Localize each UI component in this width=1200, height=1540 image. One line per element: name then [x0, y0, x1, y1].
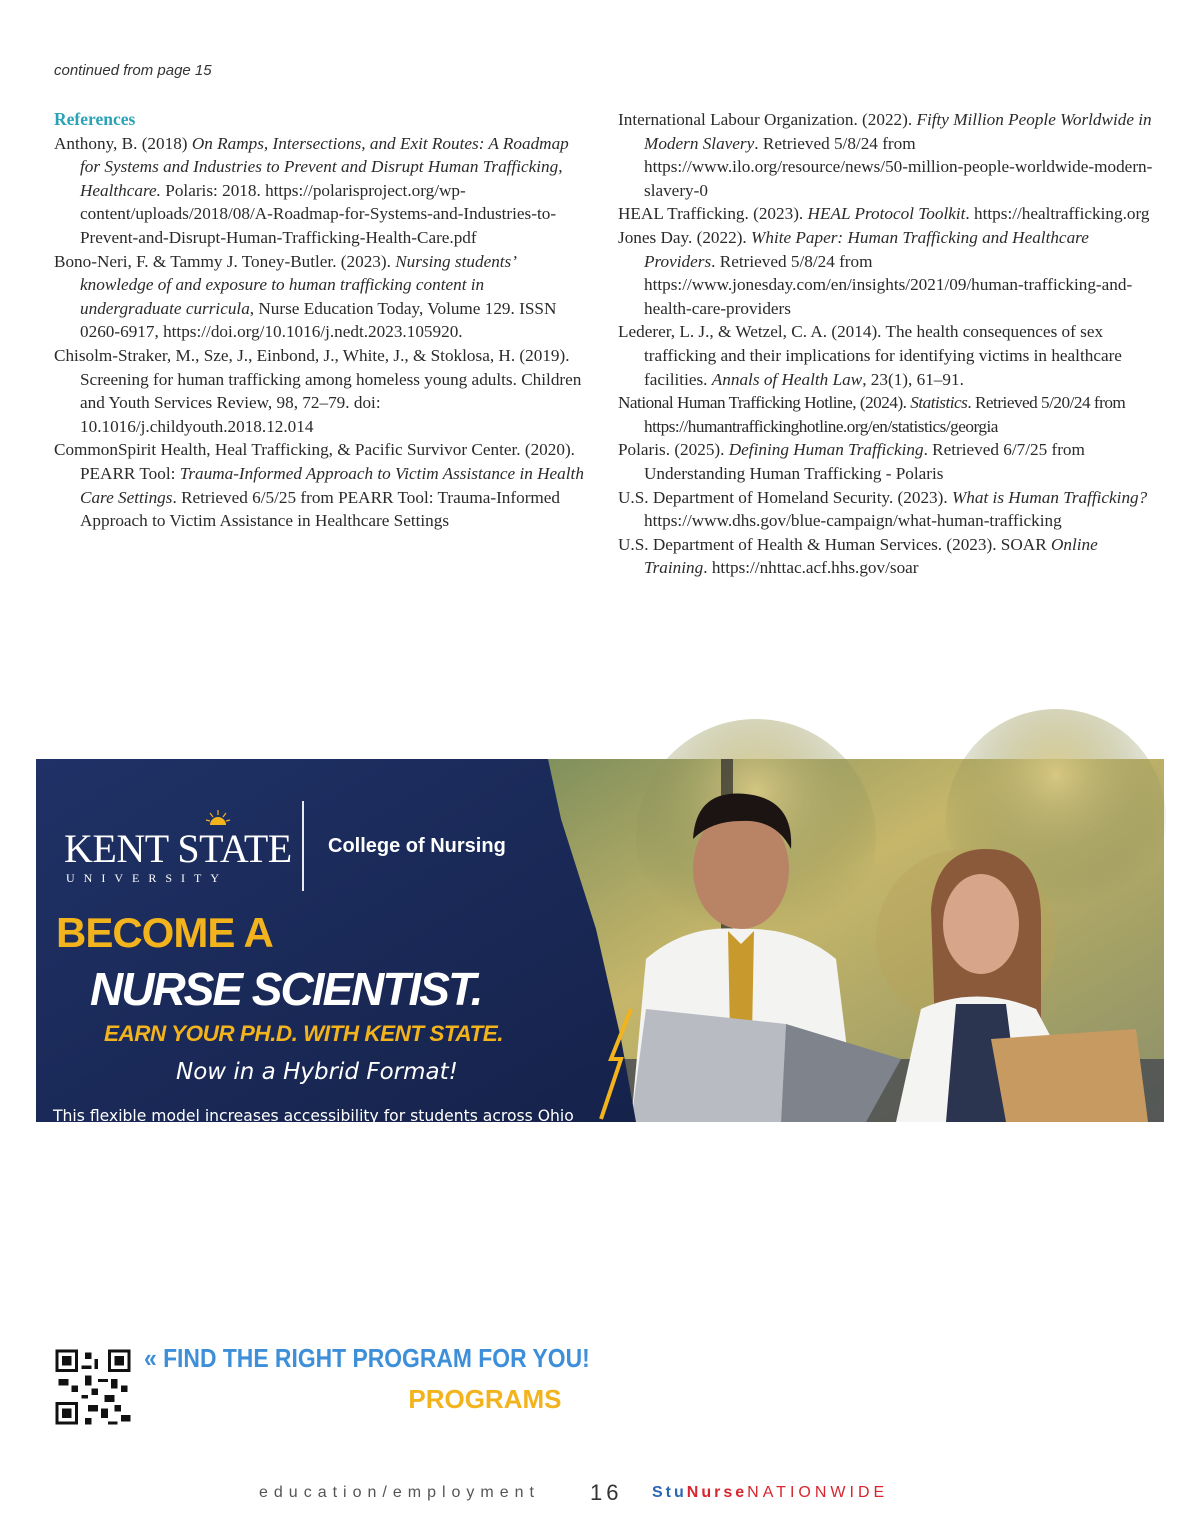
- reference-entry: [618, 202, 1158, 226]
- college-name: College of Nursing: [328, 835, 506, 857]
- subhead-earn-phd: EARN YOUR PH.D. WITH KENT STATE.: [104, 1021, 504, 1046]
- reference-title: Trauma-Informed Approach to Victim Assistance in Health Care Settings: [80, 463, 584, 507]
- brand-nurse: Nurse: [686, 1484, 748, 1501]
- reference-entry: [618, 320, 1158, 391]
- reference-tail: . https://healtrafficking.org: [965, 204, 1150, 224]
- reference-entry: [618, 438, 1158, 485]
- kent-state-advertisement[interactable]: [36, 759, 1164, 1414]
- headline-nurse-scientist: NURSE SCIENTIST.: [90, 963, 482, 1015]
- reference-tail: , Nurse Education Today, Volume 129. ISSN 0260-6917, https://doi.org/10.1016/j.nedt.2023.105920.: [80, 298, 557, 342]
- reference-title: Annals of Health Law: [711, 369, 863, 389]
- logo-university: UNIVERSITY: [66, 871, 228, 885]
- reference-title: Defining Human Trafficking: [728, 440, 924, 460]
- cta-find-program[interactable]: « FIND THE RIGHT PROGRAM FOR YOU!: [144, 1343, 590, 1373]
- reference-tail: . https://nhttac.acf.hhs.gov/soar: [703, 558, 919, 578]
- reference-list: [54, 132, 584, 533]
- reference-entry: [618, 108, 1158, 202]
- reference-title: What is Human Trafficking?: [951, 487, 1148, 507]
- continued-note: continued from page 15: [54, 62, 212, 79]
- reference-lead: Lederer, L. J., & Wetzel, C. A. (2014). The health consequences of sex trafficking and their implications for identifying victims in healthcare facilities.: [618, 322, 1122, 389]
- reference-entry: [618, 533, 1158, 580]
- footer-section: education/employment: [259, 1484, 540, 1501]
- reference-lead: Jones Day. (2022).: [618, 227, 752, 247]
- reference-lead: International Labour Organization. (2022).: [618, 110, 917, 129]
- reference-entry: [618, 486, 1158, 533]
- reference-tail: . Retrieved 6/5/25 from PEARR Tool: Trauma-Informed Approach to Victim Assistance in Healthcare Settings: [80, 487, 561, 531]
- reference-title: Statistics: [910, 393, 968, 413]
- reference-lead: U.S. Department of Health & Human Services. (2023). SOAR: [618, 534, 1051, 554]
- reference-entry: [618, 226, 1158, 320]
- tagline-hybrid: Now in a Hybrid Format!: [176, 1059, 458, 1085]
- reference-lead: HEAL Trafficking. (2023).: [618, 204, 808, 224]
- footer-brand: [652, 1484, 888, 1502]
- reference-title: Nursing students’ knowledge of and exposure to human trafficking content in undergraduate curricula: [80, 251, 516, 318]
- brand-nationwide: NATIONWIDE: [747, 1484, 889, 1501]
- logo-divider: [302, 801, 304, 891]
- url-programs: PROGRAMS: [408, 1384, 562, 1414]
- reference-title: On Ramps, Intersections, and Exit Routes: A Roadmap for Systems and Industries to Prevent and Disrupt Human Trafficking, Healthcare.: [80, 133, 569, 200]
- url-path: KENT.EDU/NURSING/: [144, 1384, 409, 1414]
- reference-entry: [54, 250, 584, 344]
- reference-lead: U.S. Department of Homeland Security. (2023).: [618, 487, 952, 507]
- reference-tail: . Retrieved 6/7/25 from Understanding Human Trafficking - Polaris: [644, 440, 1085, 483]
- logo-wordmark: KENT STATE: [64, 826, 292, 871]
- reference-tail: . Retrieved 5/20/24 from https://humantraffickinghotline.org/en/statistics/georgia: [644, 393, 1126, 436]
- reference-title: Online Training: [644, 534, 1098, 578]
- reference-lead: National Human Trafficking Hotline, (2024).: [618, 393, 911, 413]
- reference-lead: CommonSpirit Health, Heal Trafficking, & Pacific Survivor Center. (2020). PEARR Tool:: [54, 440, 575, 483]
- reference-entry: [54, 438, 584, 532]
- reference-list: [618, 108, 1158, 580]
- reference-entry: [618, 391, 1158, 438]
- reference-tail: Polaris: 2018. https://polarisproject.org/wp-content/uploads/2018/08/A-Roadmap-for-Systems-and-Industries-to-Prevent-and-Disrupt-Human-Trafficking-Health-Care.pdf: [80, 180, 557, 247]
- reference-entry: [54, 344, 584, 438]
- cta-url-link[interactable]: [144, 1384, 561, 1415]
- reference-lead: Anthony, B. (2018): [54, 133, 192, 153]
- page-number: 16: [590, 1480, 623, 1505]
- kent-state-sun-icon: [206, 809, 230, 827]
- headline-become: BECOME A: [56, 909, 273, 956]
- ad-body-text: This flexible model increases accessibility for students across Ohio and neighboring states, especially rural nurses eager to advance their careers. Students attend on-campus classes and activities for three days each August. For the remainder of the year, coursework is completed synchronously online. This ensures you receive a rigorous, competitive education while allowing you to balance work and personal commitments. Join us at Kent State and transform your nursing career!: [53, 1107, 581, 1307]
- brand-stu: Stu: [652, 1484, 687, 1501]
- reference-lead: Chisolm-Straker, M., Sze, J., Einbond, J., White, J., & Stoklosa, H. (2019). Screening for human trafficking among homeless young adults. Children and Youth Services Review, 98, 72–79. doi: 10.1016/j.childyouth.2018.12.014: [54, 345, 582, 436]
- reference-title: White Paper: Human Trafficking and Healthcare Providers: [644, 227, 1089, 271]
- references-right-column: [618, 108, 1158, 580]
- reference-tail: https://www.dhs.gov/blue-campaign/what-human-trafficking: [644, 511, 1062, 531]
- reference-title: Fifty Million People Worldwide in Modern Slavery: [644, 110, 1152, 153]
- references-left-column: [54, 108, 584, 533]
- reference-lead: Polaris. (2025).: [618, 440, 729, 460]
- reference-tail: . Retrieved 5/8/24 from https://www.jonesday.com/en/insights/2021/09/human-trafficking-and-health-care-providers: [644, 251, 1133, 318]
- reference-tail: , 23(1), 61–91.: [862, 369, 964, 389]
- references-heading: References: [54, 109, 136, 129]
- kent-state-logo: [64, 826, 292, 886]
- reference-title: HEAL Protocol Toolkit: [807, 204, 966, 224]
- reference-tail: . Retrieved 5/8/24 from https://www.ilo.org/resource/news/50-million-people-worldwide-modern-slavery-0: [644, 133, 1153, 200]
- reference-lead: Bono-Neri, F. & Tammy J. Toney-Butler. (2023).: [54, 251, 396, 271]
- qr-code[interactable]: [52, 1346, 134, 1428]
- reference-entry: [54, 132, 584, 250]
